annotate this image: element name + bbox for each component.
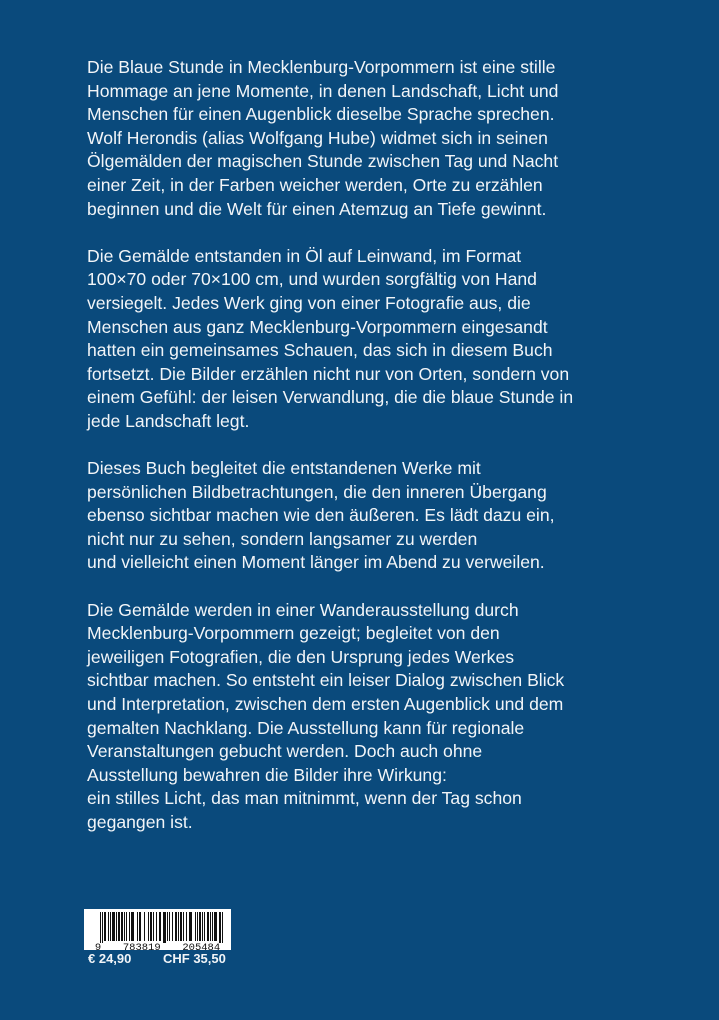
text-line: Veranstaltungen gebucht werden. Doch auch ohne: [87, 741, 483, 762]
text-line: gemalten Nachklang. Die Ausstellung kann für regionale: [87, 717, 525, 738]
barcode-bar: [207, 912, 209, 941]
text-line: jede Landschaft legt.: [87, 410, 250, 431]
text-line: und Interpretation, zwischen dem ersten Augenblick und dem: [87, 694, 564, 715]
text-line: Mecklenburg-Vorpommern gezeigt; begleitet von den: [87, 623, 500, 644]
barcode-bar: [153, 912, 154, 941]
isbn-digit-group: 9: [94, 942, 102, 954]
text-line: gegangen ist.: [87, 812, 193, 832]
barcode-bar: [131, 912, 134, 941]
barcode-bar: [195, 912, 196, 941]
text-line: ebenso sichtbar machen wie den äußeren. Es lädt dazu ein,: [87, 505, 555, 526]
barcode-bar: [112, 912, 115, 941]
text-line: hatten ein gemeinsames Schauen, das sich in diesem Buch: [87, 340, 553, 361]
barcode-bar: [124, 912, 125, 941]
barcode-bar: [116, 912, 117, 941]
isbn-barcode: [84, 909, 231, 954]
barcode-bars: [84, 909, 231, 943]
barcode-bar: [180, 912, 182, 941]
text-line: Die Blaue Stunde in Mecklenburg-Vorpommern ist eine stille: [87, 57, 556, 77]
barcode-bar: [212, 912, 213, 941]
barcode-bar: [159, 912, 161, 941]
text-line: Menschen aus ganz Mecklenburg-Vorpommern eingesandt: [87, 316, 548, 337]
text-line: jeweiligen Fotografien, die den Ursprung jedes Werkes: [87, 646, 515, 667]
barcode-bar: [214, 912, 217, 941]
text-line: und vielleicht einen Moment länger im Abend zu verweilen.: [87, 552, 545, 573]
price-chf: CHF 35,50: [163, 951, 226, 966]
barcode-bar: [167, 912, 168, 941]
barcode-bar: [150, 912, 152, 941]
barcode-bar: [137, 912, 138, 941]
isbn-digit-group: 205484: [182, 942, 221, 954]
text-line: einem Gefühl: der leisen Verwandlung, die die blaue Stunde in: [87, 387, 574, 408]
paragraph-1: [87, 56, 615, 221]
barcode-bar: [219, 912, 221, 943]
barcode-bar: [144, 912, 145, 941]
text-line: nicht nur zu sehen, sondern langsamer zu werden: [87, 528, 478, 549]
barcode-bar: [148, 912, 149, 941]
text-line: 100×70 oder 70×100 cm, und wurden sorgfältig von Hand: [87, 269, 537, 290]
text-line: einer Zeit, in der Farben weicher werden, Orte zu erzählen: [87, 174, 543, 195]
barcode-bar: [169, 912, 170, 941]
barcode-bar: [197, 912, 198, 941]
price-eur: € 24,90: [88, 951, 132, 966]
barcode-bar: [178, 912, 179, 941]
barcode-bar: [202, 912, 203, 941]
text-line: fortsetzt. Die Bilder erzählen nicht nur von Orten, sondern von: [87, 363, 570, 384]
barcode-bar: [210, 912, 211, 941]
barcode-bar: [199, 912, 201, 941]
barcode-bar: [129, 912, 130, 941]
paragraph-4: [87, 599, 615, 835]
text-line: Ausstellung bewahren die Bilder ihre Wirkung:: [87, 764, 447, 785]
text-line: Menschen für einen Augenblick dieselbe Sprache sprechen.: [87, 104, 555, 125]
barcode-bar: [100, 912, 101, 943]
paragraph-2: [87, 245, 615, 434]
text-line: versiegelt. Jedes Werk ging von einer Fotografie aus, die: [87, 292, 531, 313]
barcode-bar: [163, 912, 166, 943]
text-line: beginnen und die Welt für einen Atemzug an Tiefe gewinnt.: [87, 198, 547, 219]
barcode-bar: [189, 912, 192, 941]
barcode-bar: [172, 912, 173, 941]
isbn-digit-group: 783819: [122, 942, 161, 954]
barcode-bar: [183, 912, 184, 941]
barcode-bar: [186, 912, 187, 941]
barcode-bar: [110, 912, 111, 941]
barcode-bar: [139, 912, 141, 941]
text-line: Die Gemälde werden in einer Wanderausstellung durch: [87, 599, 519, 620]
barcode-bar: [118, 912, 120, 941]
barcode-bar: [156, 912, 157, 941]
barcode-bar: [204, 912, 205, 941]
barcode-bar: [102, 912, 103, 943]
paragraph-3: [87, 457, 615, 575]
text-line: Ölgemälden der magischen Stunde zwischen Tag und Nacht: [87, 151, 559, 172]
barcode-bar: [175, 912, 177, 941]
text-line: ein stilles Licht, das man mitnimmt, wenn der Tag schon: [87, 788, 522, 809]
text-line: sichtbar machen. So entsteht ein leiser Dialog zwischen Blick: [87, 670, 565, 691]
text-line: Hommage an jene Momente, in denen Landschaft, Licht und: [87, 80, 559, 101]
text-line: Die Gemälde entstanden in Öl auf Leinwand, im Format: [87, 245, 522, 266]
barcode-bar: [108, 912, 109, 941]
barcode-bar: [126, 912, 127, 941]
text-line: Wolf Herondis (alias Wolfgang Hube) widmet sich in seinen: [87, 127, 548, 148]
text-line: persönlichen Bildbetrachtungen, die den inneren Übergang: [87, 481, 547, 502]
blurb-text: [87, 56, 615, 858]
barcode-bar: [104, 912, 106, 941]
barcode-bar: [222, 912, 223, 943]
barcode-bar: [121, 912, 123, 941]
text-line: Dieses Buch begleitet die entstandenen Werke mit: [87, 458, 481, 479]
